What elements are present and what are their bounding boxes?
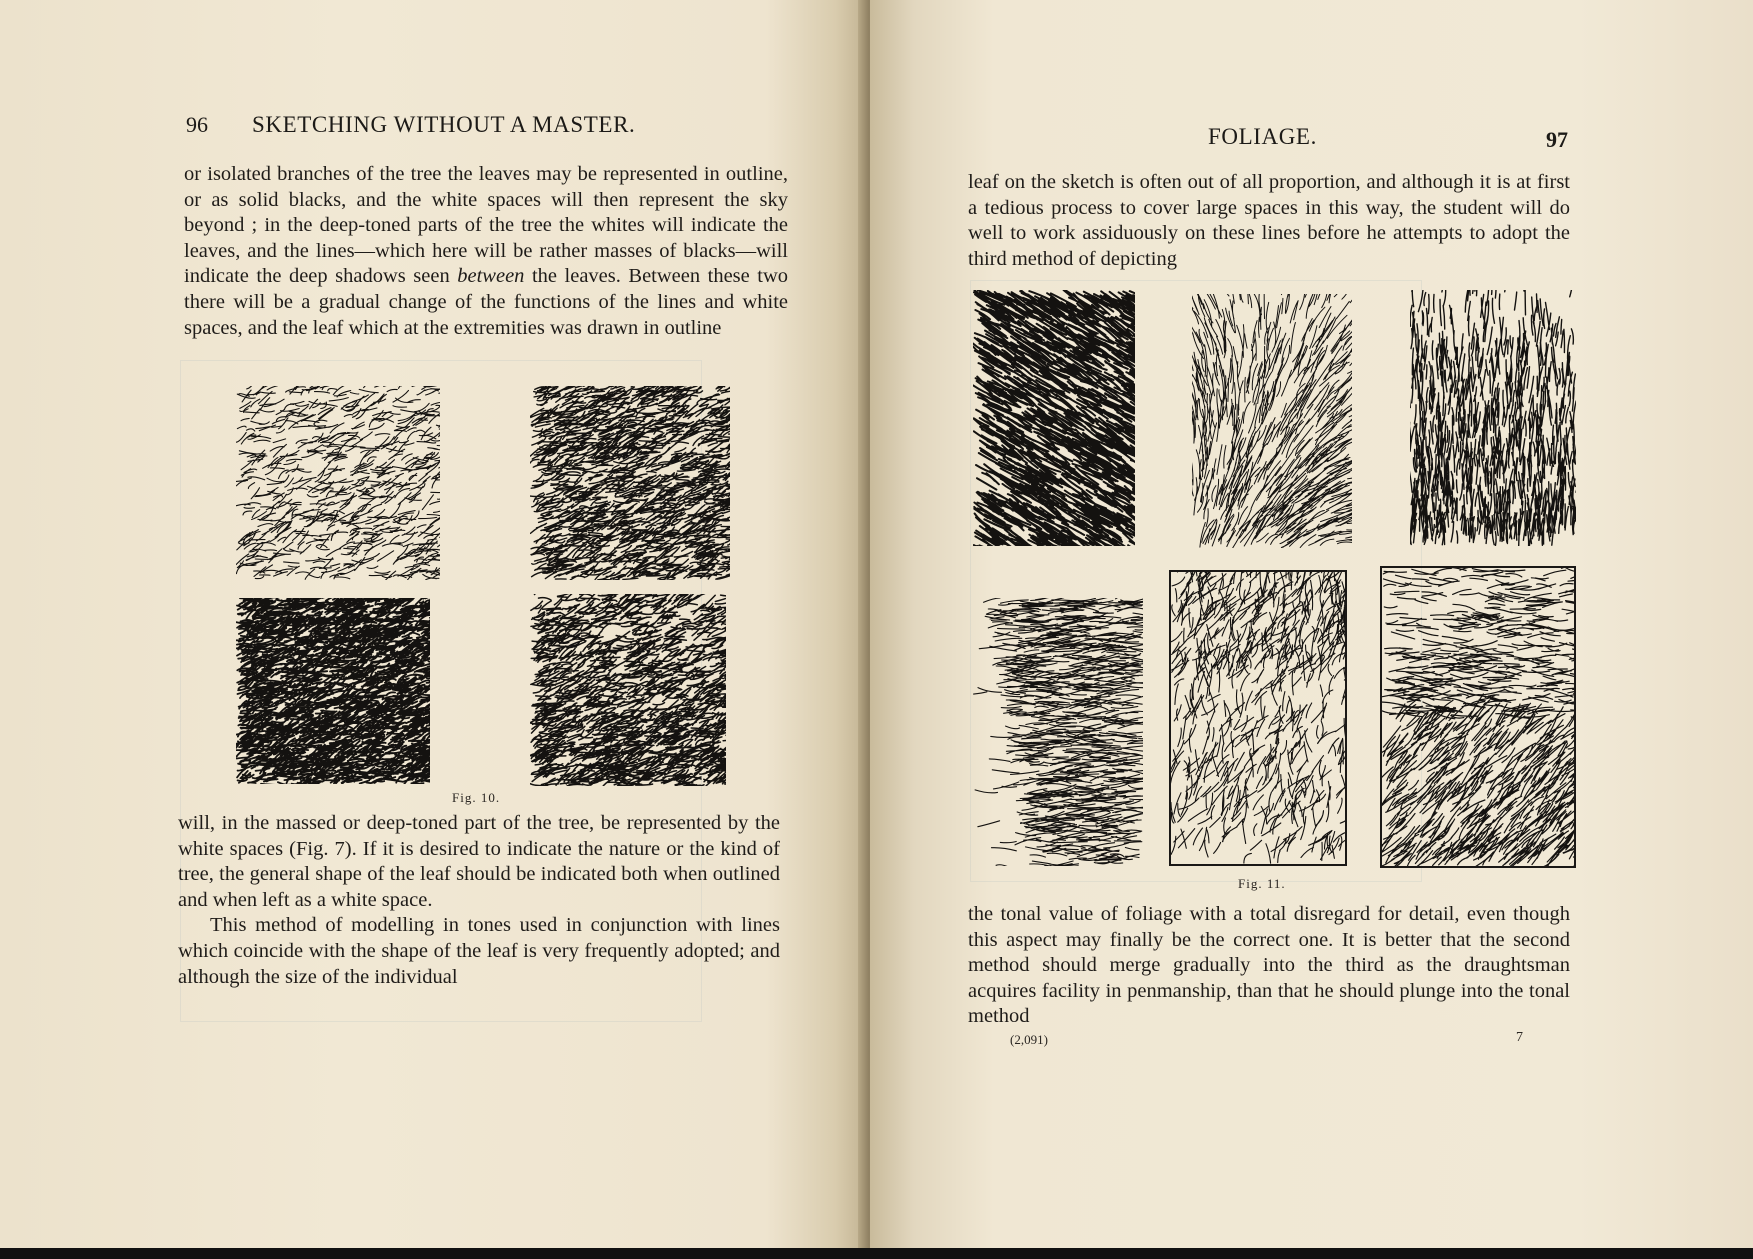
- body-text-bottom: [178, 811, 780, 990]
- printer-signature-mark: (2,091): [1010, 1032, 1048, 1047]
- running-head: SKETCHING WITHOUT A MASTER.: [252, 112, 636, 137]
- paragraph-text: or isolated branches of the tree the leaves may be represented in outline, or as solid blacks, and the white spaces will then represent the sky beyond ; in the deep-toned parts of the tree the whites will indicate the leaves, and the lines—which here will be rather masses of blacks—will indicate the deep shadows seen: [184, 163, 788, 288]
- pen-hatching-graded-swatch: [530, 594, 726, 786]
- framed-tree-sketch: [1169, 570, 1347, 866]
- running-head: FOLIAGE.: [1208, 124, 1317, 149]
- pen-hatching-vertical-graded-swatch: [1410, 290, 1576, 546]
- pen-strokes: [530, 386, 730, 580]
- pen-hatching-diagonal-swatch: [973, 290, 1135, 546]
- paragraph: This method of modelling in tones used in conjunction with lines which coincide with the shape of the leaf is very frequently adopted; and although the size of the individual: [178, 914, 780, 988]
- body-text-bottom: [968, 902, 1570, 1030]
- page-number: 97: [1546, 127, 1568, 152]
- pen-hatching-medium-swatch: [530, 386, 730, 580]
- body-text-top: [184, 162, 788, 341]
- pen-hatching-dark-swatch: [236, 598, 430, 784]
- pen-strokes: [236, 386, 440, 580]
- paragraph: will, in the massed or deep-toned part of the tree, be represented by the white spaces (Fig. 7). If it is desired to indicate the nature or the kind of tree, the general shape of the leaf should be indicated both when outlined and when left as a white space.: [178, 812, 780, 911]
- paragraph: [184, 162, 788, 341]
- figure-caption: Fig. 11.: [1238, 876, 1286, 891]
- paragraph-text-end: the leaves. Between these two there will be a gradual change of the functions of the lines and white spaces, and the leaf which at the extremities was drawn in outline: [184, 265, 789, 339]
- pen-hatching-light-swatch: [236, 386, 440, 580]
- pen-strokes: [1192, 294, 1352, 548]
- page-number: 96: [186, 112, 208, 137]
- page-bottom-edge: [0, 1248, 1753, 1259]
- pen-strokes: [1380, 566, 1576, 868]
- right-page: [870, 0, 1753, 1252]
- figure-caption: Fig. 10.: [452, 790, 501, 805]
- paragraph: leaf on the sketch is often out of all proportion, and although it is at first a tedious process to cover large spaces in this way, the student will do well to work assiduously on these lines before he attempts to adopt the third method of depicting: [968, 171, 1570, 270]
- framed-tonal-tree-sketch: [1380, 566, 1576, 868]
- body-text-top: [968, 170, 1570, 272]
- pen-hatching-radiating-swatch: [1192, 294, 1352, 548]
- paragraph: the tonal value of foliage with a total disregard for detail, even though this aspect may finally be the correct one. It is better that the second method should merge gradually into the third as the draughtsman acquires facility in penmanship, than that he should plunge into the tonal method: [968, 903, 1570, 1028]
- pen-strokes: [236, 598, 430, 784]
- pen-strokes: [973, 290, 1135, 546]
- pen-strokes: [974, 598, 1143, 866]
- pen-strokes: [1169, 570, 1347, 863]
- tree-silhouette-sketch: [973, 598, 1143, 866]
- gathering-number: 7: [1516, 1030, 1523, 1045]
- italic-word: between: [457, 265, 525, 288]
- pen-strokes: [530, 594, 726, 786]
- left-page: [0, 0, 870, 1252]
- pen-strokes: [1410, 290, 1576, 546]
